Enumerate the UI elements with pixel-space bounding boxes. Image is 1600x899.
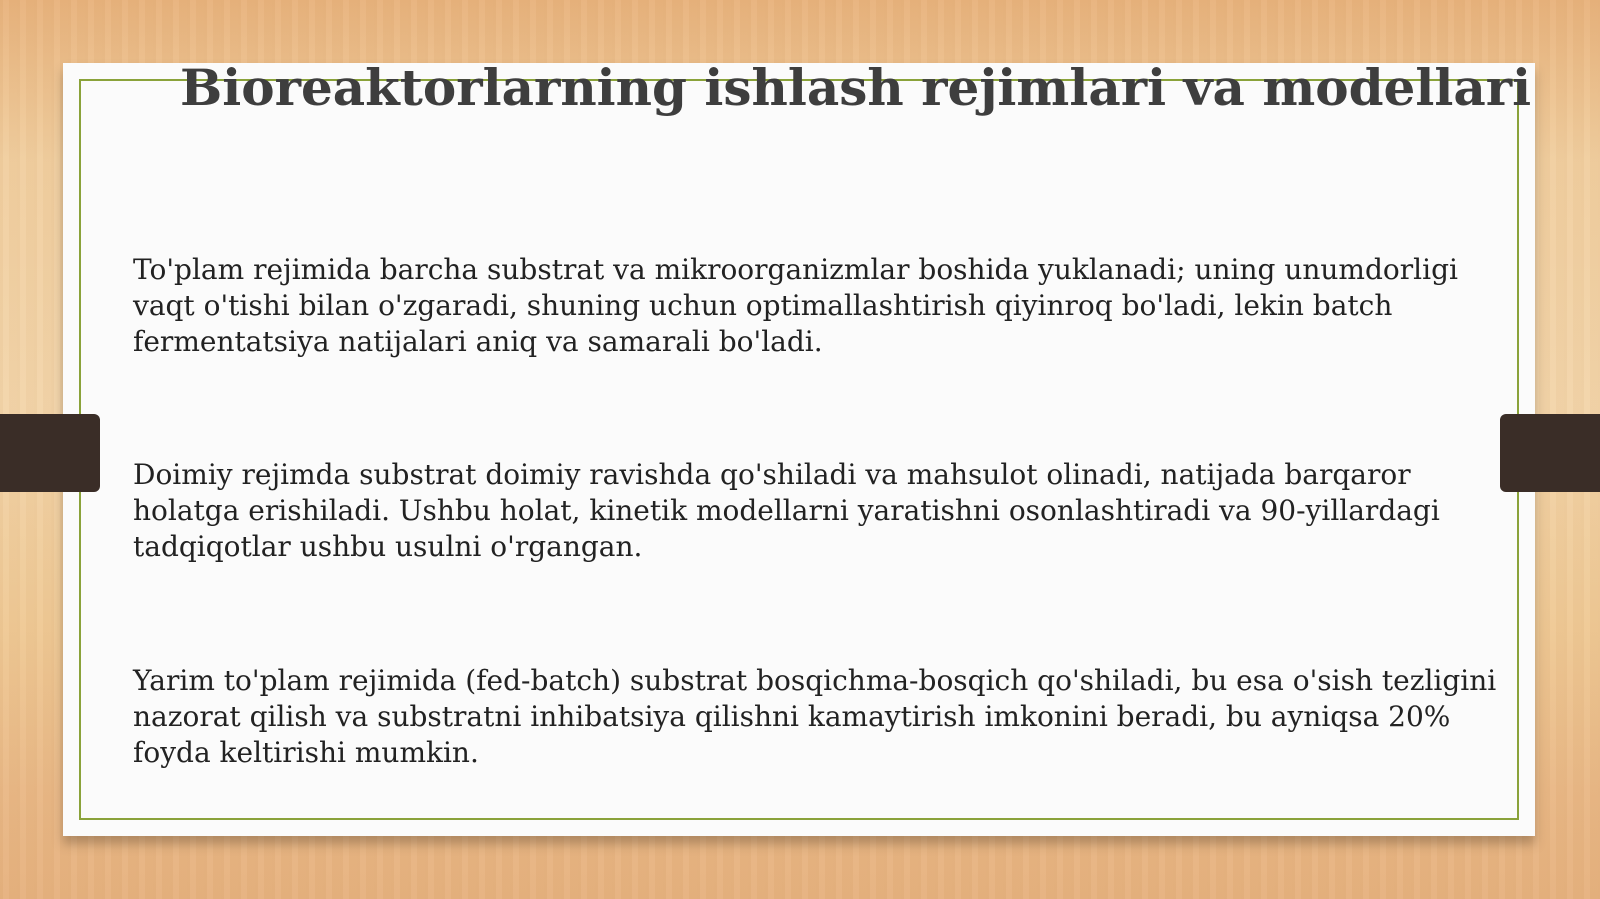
paragraph-continuous-mode: Doimiy rejimda substrat doimiy ravishda qo'shiladi va mahsulot olinadi, natijada barqaror holatga erishiladi. Ushbu holat, kinetik modellarni yaratishni osonlashtiradi va 90-yillardagi tadqiqotlar ushbu usulni o'rgangan. [133,458,1440,563]
paragraph-fed-batch-mode: Yarim to'plam rejimida (fed-batch) substrat bosqichma-bosqich qo'shiladi, bu esa o'sish tezligini nazorat qilish va substratni inhibatsiya qilishni kamaytirish imkonini beradi, bu ayniqsa 20% foyda keltirishi mumkin. [133,664,1497,769]
left-binder-clip [0,414,100,492]
slide-title: Bioreaktorlarning ishlash rejimlari va modellari [180,58,1532,117]
paragraph-batch-mode: To'plam rejimida barcha substrat va mikroorganizmlar boshida yuklanadi; uning unumdorligi vaqt o'tishi bilan o'zgaradi, shuning uchun optimallashtirish qiyinroq bo'ladi, lekin batch fermentatsiya natijalari aniq va samarali bo'ladi. [133,253,1458,358]
right-binder-clip [1500,414,1600,492]
